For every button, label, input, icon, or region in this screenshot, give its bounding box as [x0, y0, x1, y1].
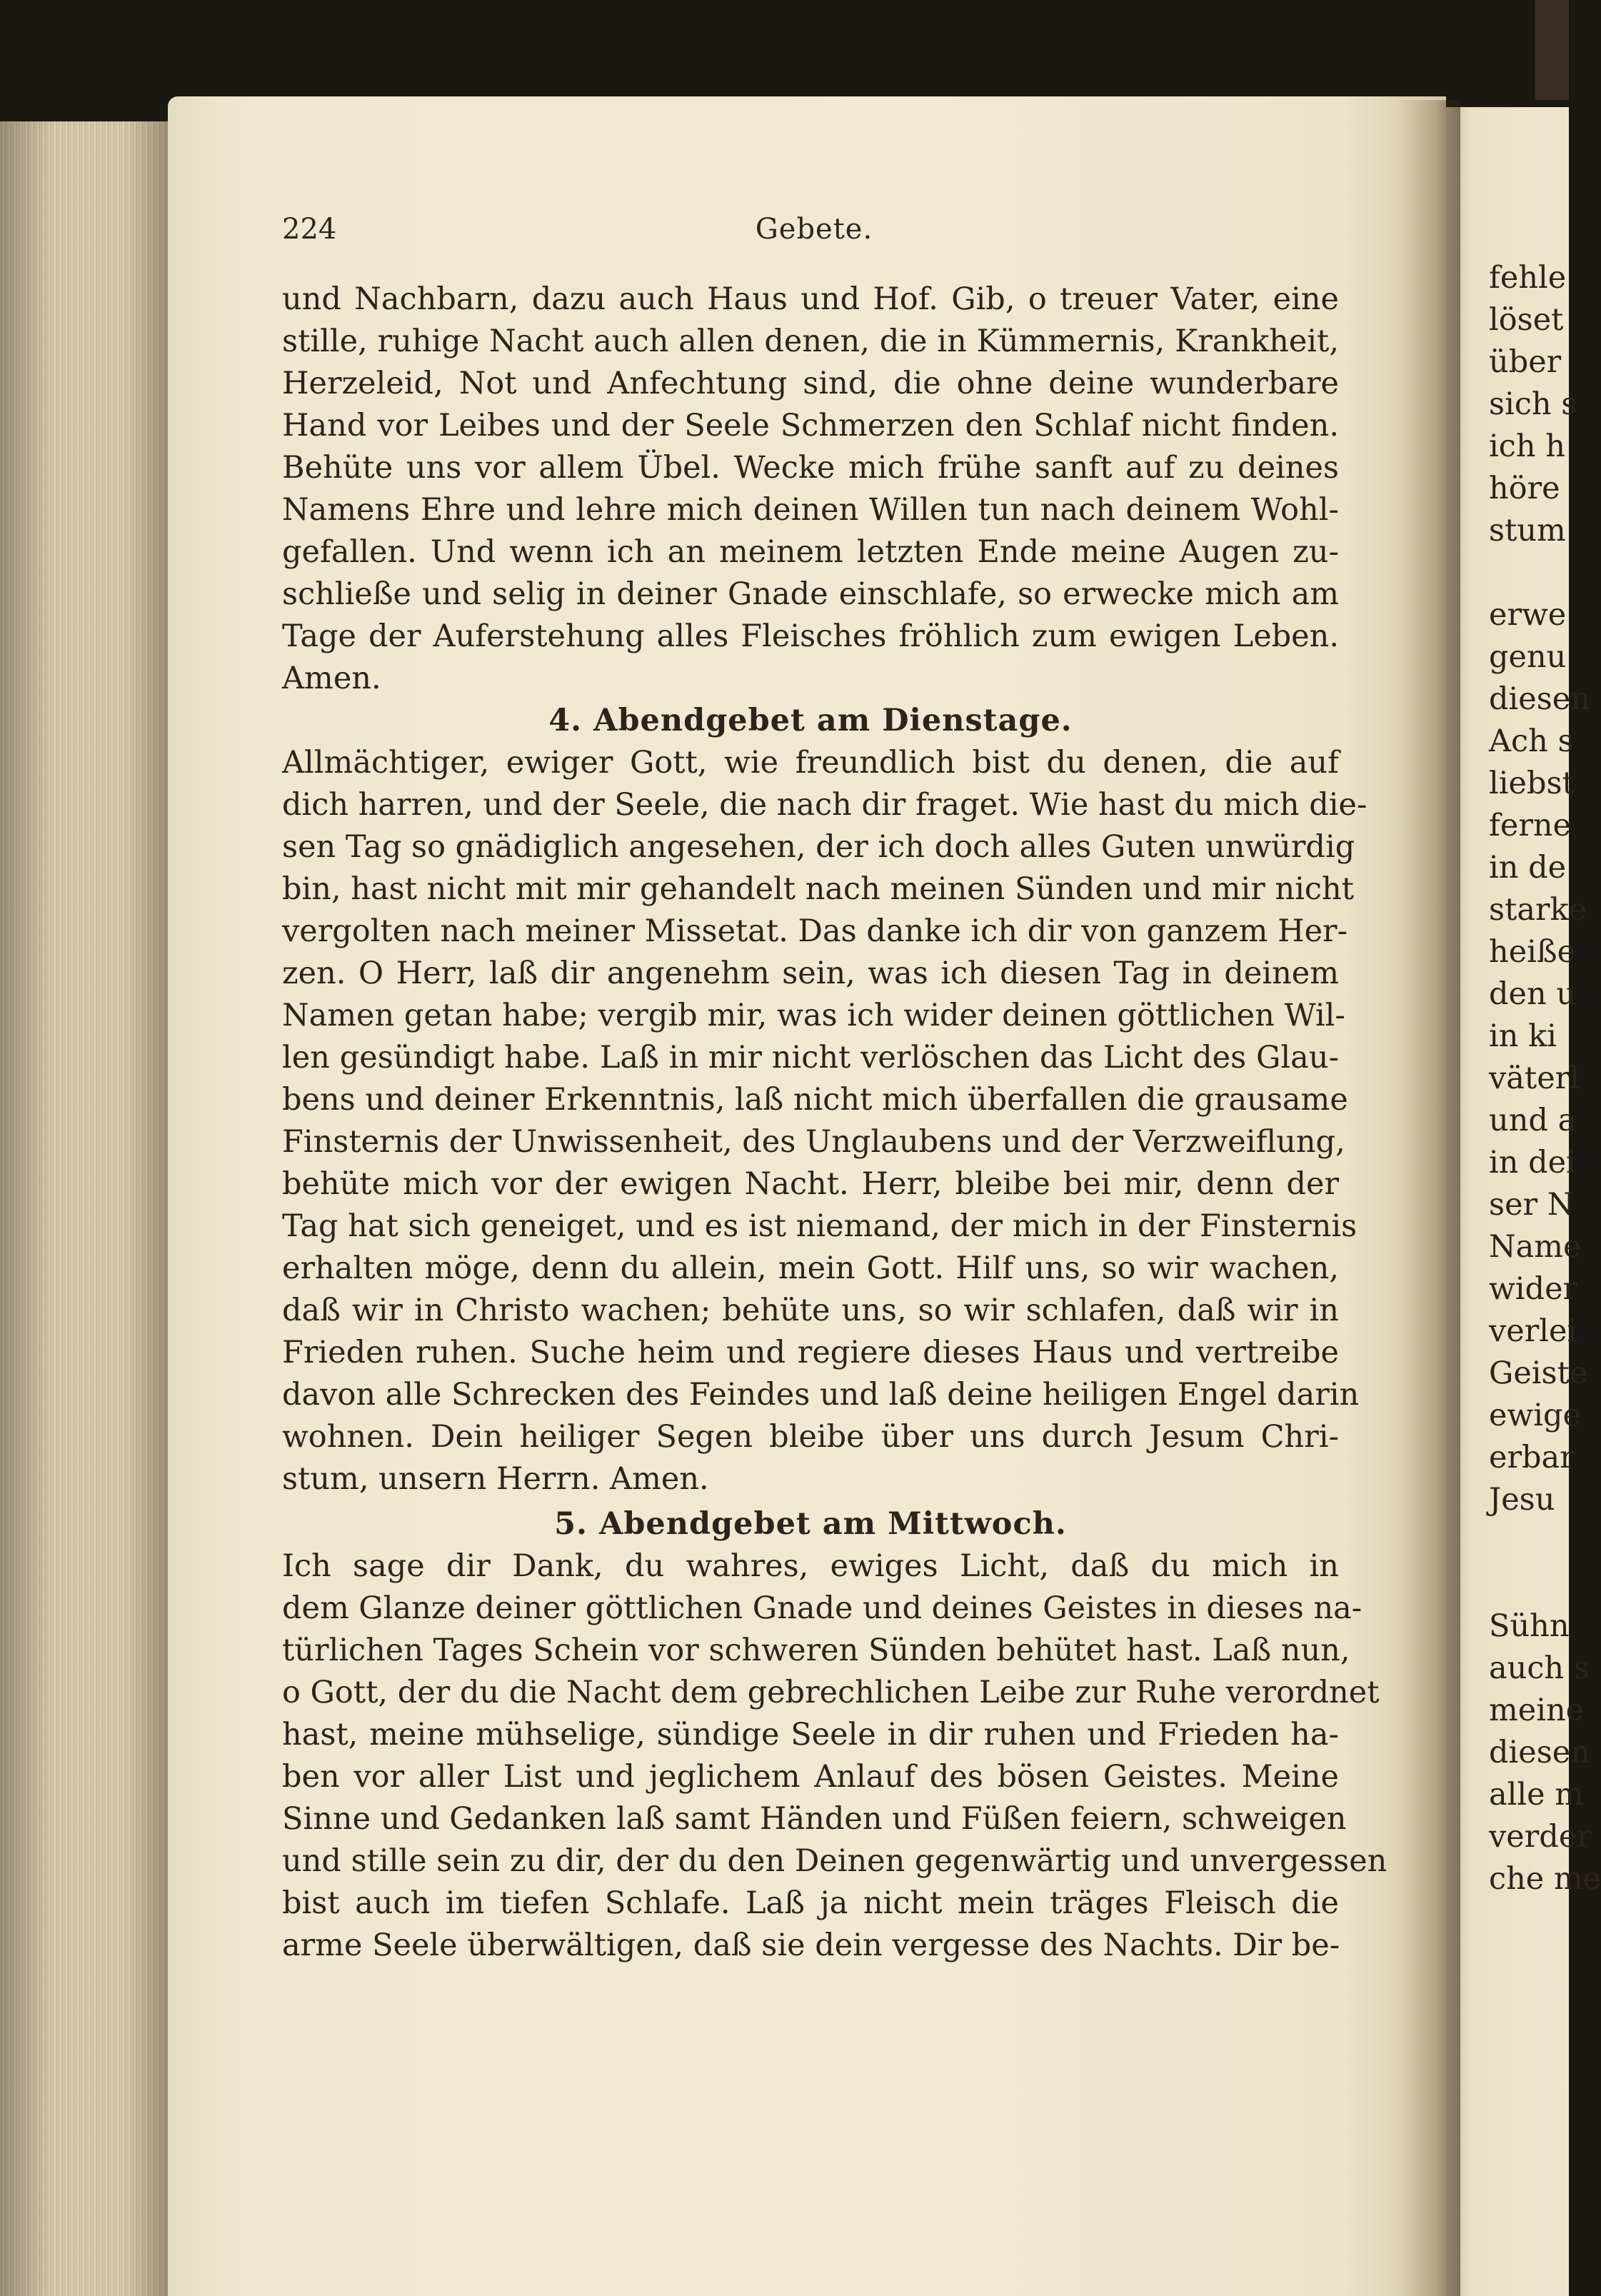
- fragment-line: diesen: [1489, 681, 1590, 717]
- fragment-line: in de: [1489, 850, 1567, 886]
- fragment-line: wider: [1489, 1271, 1578, 1307]
- fragment-line: che me: [1489, 1861, 1601, 1897]
- text-line: zen. O Herr, laß dir angenehm sein, was ich diesen Tag in deinem: [282, 956, 1339, 991]
- text-line: Allmächtiger, ewiger Gott, wie freundlich bist du denen, die auf: [282, 745, 1339, 781]
- text-line: Herzeleid, Not und Anfechtung sind, die ohne deine wunderbare: [282, 366, 1339, 401]
- text-line: türlichen Tages Schein vor schweren Sünden behütet hast. Laß nun,: [282, 1633, 1350, 1668]
- fragment-line: alle m: [1489, 1777, 1585, 1813]
- fragment-line: in ki: [1489, 1018, 1557, 1054]
- fragment-line: starke: [1489, 892, 1587, 928]
- text-line: davon alle Schrecken des Feindes und laß deine heiligen Engel darin: [282, 1377, 1360, 1413]
- fragment-line: [1489, 1521, 1569, 1563]
- page-edge-shadow: [0, 121, 179, 2296]
- fragment-line: stum: [1489, 513, 1566, 548]
- text-line: Hand vor Leibes und der Seele Schmerzen den Schlaf nicht finden.: [282, 408, 1339, 443]
- fragment-line: ewige: [1489, 1398, 1581, 1433]
- text-line: arme Seele überwältigen, daß sie dein vergesse des Nachts. Dir be-: [282, 1927, 1340, 1963]
- fragment-line: Geiste: [1489, 1355, 1588, 1391]
- text-line: gefallen. Und wenn ich an meinem letzten Ende meine Augen zu-: [282, 534, 1339, 570]
- paragraph-3: [282, 1545, 1387, 1967]
- right-page-fragments: [1489, 257, 1601, 1900]
- fragment-line: Jesu: [1489, 1482, 1555, 1518]
- fragment-line: ser N: [1489, 1187, 1575, 1223]
- text-line: behüte mich vor der ewigen Nacht. Herr, bleibe bei mir, denn der: [282, 1166, 1339, 1202]
- fragment-line: genu: [1489, 639, 1567, 675]
- fragment-line: Ach s: [1489, 723, 1574, 759]
- page-number: 224: [282, 213, 337, 246]
- fragment-line: den u: [1489, 976, 1577, 1012]
- fragment-line: [1489, 552, 1569, 594]
- text-line: Amen.: [282, 661, 381, 696]
- fragment-line: und a: [1489, 1103, 1577, 1138]
- text-line: wohnen. Dein heiliger Segen bleibe über uns durch Jesum Chri-: [282, 1419, 1339, 1455]
- text-line: schließe und selig in deiner Gnade einschlafe, so erwecke mich am: [282, 576, 1339, 612]
- fragment-line: Sühn: [1489, 1608, 1570, 1644]
- fragment-line: erbar: [1489, 1440, 1575, 1475]
- text-line: dich harren, und der Seele, die nach dir fraget. Wie hast du mich die-: [282, 787, 1367, 823]
- fragment-line: Name: [1489, 1229, 1582, 1265]
- fragment-line: sich s: [1489, 386, 1577, 422]
- page-body: [282, 279, 1387, 1967]
- fragment-line: liebst: [1489, 766, 1575, 801]
- fragment-line: über: [1489, 344, 1562, 380]
- fragment-line: ich h: [1489, 428, 1565, 464]
- fragment-line: löset: [1489, 302, 1564, 338]
- section-heading-4: 4. Abendgebet am Dienstage.: [548, 703, 1073, 738]
- fragment-line: höre: [1489, 471, 1560, 506]
- book-cover-corner: [1535, 0, 1569, 100]
- text-line: bens und deiner Erkenntnis, laß nicht mich überfallen die grausame: [282, 1082, 1348, 1118]
- fragment-line: erwe: [1489, 597, 1567, 633]
- text-line: sen Tag so gnädiglich angesehen, der ich doch alles Guten unwürdig: [282, 829, 1355, 865]
- page-header: [282, 213, 1346, 256]
- text-line: o Gott, der du die Nacht dem gebrechlichen Leibe zur Ruhe verordnet: [282, 1675, 1380, 1710]
- text-line: Frieden ruhen. Suche heim und regiere dieses Haus und vertreibe: [282, 1335, 1339, 1370]
- paragraph-1: [282, 279, 1339, 700]
- fragment-line: fehle: [1489, 260, 1567, 296]
- fragment-line: auch s: [1489, 1650, 1590, 1686]
- book-gutter: [1396, 100, 1460, 2296]
- paragraph-2: [282, 742, 1367, 1500]
- fragment-line: in dei: [1489, 1145, 1576, 1180]
- text-line: vergolten nach meiner Missetat. Das danke ich dir von ganzem Her-: [282, 913, 1348, 949]
- fragment-line: verlei: [1489, 1313, 1577, 1349]
- text-line: Behüte uns vor allem Übel. Wecke mich frühe sanft auf zu deines: [282, 450, 1339, 486]
- text-line: stum, unsern Herrn. Amen.: [282, 1461, 709, 1497]
- text-line: Tag hat sich geneiget, und es ist niemand, der mich in der Finsternis: [282, 1208, 1357, 1244]
- text-line: daß wir in Christo wachen; behüte uns, so wir schlafen, daß wir in: [282, 1293, 1339, 1328]
- fragment-line: väterl: [1489, 1061, 1580, 1096]
- fragment-line: ferne: [1489, 808, 1572, 843]
- text-line: len gesündigt habe. Laß in mir nicht verlöschen das Licht des Glau-: [282, 1040, 1339, 1076]
- text-line: Namens Ehre und lehre mich deinen Willen tun nach deinem Wohl-: [282, 492, 1339, 528]
- text-line: Sinne und Gedanken laß samt Händen und Füßen feiern, schweigen: [282, 1801, 1347, 1837]
- text-line: stille, ruhige Nacht auch allen denen, die in Kümmernis, Krankheit,: [282, 324, 1339, 359]
- text-line: und Nachbarn, dazu auch Haus und Hof. Gib, o treuer Vater, eine: [282, 281, 1339, 317]
- text-line: dem Glanze deiner göttlichen Gnade und deines Geistes in dieses na-: [282, 1590, 1362, 1626]
- text-line: Tage der Auferstehung alles Fleisches fröhlich zum ewigen Leben.: [282, 618, 1339, 654]
- fragment-line: heiße: [1489, 934, 1576, 970]
- section-heading-5: 5. Abendgebet am Mittwoch.: [554, 1506, 1067, 1542]
- text-line: bist auch im tiefen Schlafe. Laß ja nicht mein träges Fleisch die: [282, 1885, 1339, 1921]
- fragment-line: diesen: [1489, 1735, 1590, 1770]
- fragment-line: meine: [1489, 1693, 1585, 1728]
- text-line: erhalten möge, denn du allein, mein Gott. Hilf uns, so wir wachen,: [282, 1250, 1339, 1286]
- fragment-line: verder: [1489, 1819, 1592, 1855]
- text-line: Namen getan habe; vergib mir, was ich wider deinen göttlichen Wil-: [282, 998, 1345, 1033]
- fragment-line: [1489, 1563, 1569, 1605]
- text-line: Ich sage dir Dank, du wahres, ewiges Licht, daß du mich in: [282, 1548, 1339, 1584]
- text-line: bin, hast nicht mit mir gehandelt nach meinen Sünden und mir nicht: [282, 871, 1354, 907]
- text-line: und stille sein zu dir, der du den Deinen gegenwärtig und unvergessen: [282, 1843, 1387, 1879]
- text-line: hast, meine mühselige, sündige Seele in dir ruhen und Frieden ha-: [282, 1717, 1339, 1753]
- text-line: Finsternis der Unwissenheit, des Unglaubens und der Verzweiflung,: [282, 1124, 1345, 1160]
- text-line: ben vor aller List und jeglichem Anlauf des bösen Geistes. Meine: [282, 1759, 1339, 1795]
- running-head: Gebete.: [755, 213, 873, 246]
